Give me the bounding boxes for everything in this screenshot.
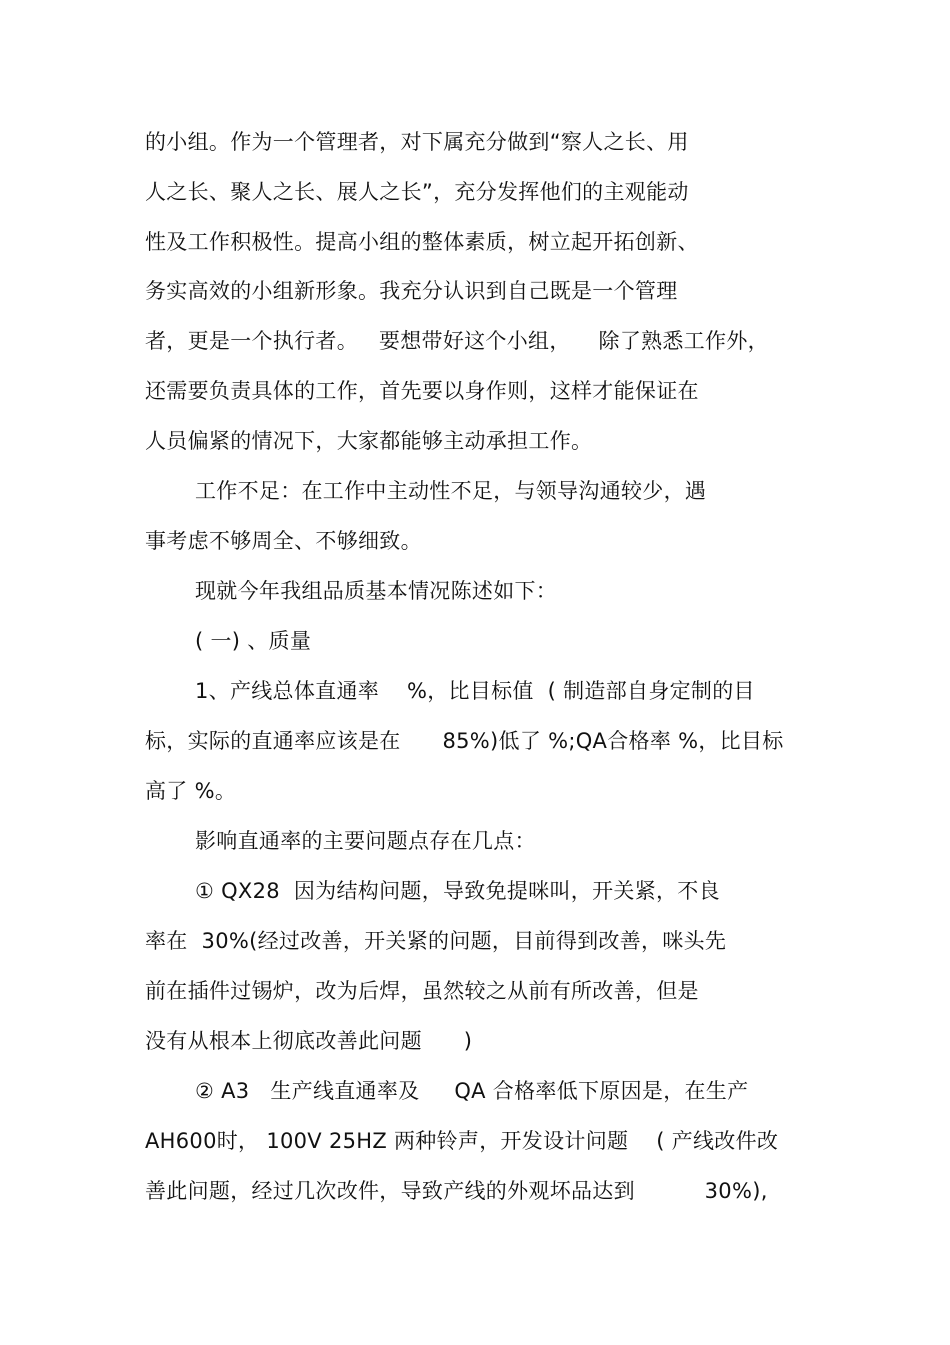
text-line: 善此问题，经过几次改件，导致产线的外观坏品达到 30%), xyxy=(145,1179,768,1203)
paragraph-first-line: 1、产线总体直通率 %，比目标值 ( 制造部自身定制的目 xyxy=(195,679,755,703)
text-line: 还需要负责具体的工作，首先要以身作则，这样才能保证在 xyxy=(145,379,699,403)
paragraph-first-line: 现就今年我组品质基本情况陈述如下： xyxy=(195,579,558,603)
text-line: 前在插件过锡炉，改为后焊，虽然较之从前有所改善，但是 xyxy=(145,979,699,1003)
text-line: 性及工作积极性。提高小组的整体素质，树立起开拓创新、 xyxy=(145,230,699,254)
text-line: 标，实际的直通率应该是在 85%)低了 %;QA合格率 %，比目标 xyxy=(145,729,784,753)
paragraph-first-line: 影响直通率的主要问题点存在几点： xyxy=(195,829,536,853)
text-line: 率在 30%(经过改善，开关紧的问题，目前得到改善，咪头先 xyxy=(145,929,727,953)
text-line: 务实高效的小组新形象。我充分认识到自己既是一个管理 xyxy=(145,279,678,303)
section-heading: ( 一) 、质量 xyxy=(195,629,312,653)
text-line: 高了 %。 xyxy=(145,779,237,803)
list-item-first-line: ① QX28 因为结构问题，导致免提咪叫，开关紧，不良 xyxy=(195,879,720,903)
list-item-first-line: ② A3 生产线直通率及 QA 合格率低下原因是，在生产 xyxy=(195,1079,749,1103)
text-line: AH600时， 100V 25HZ 两种铃声，开发设计问题 ( 产线改件改 xyxy=(145,1129,779,1153)
text-line: 的小组。作为一个管理者，对下属充分做到“察人之长、用 xyxy=(145,130,689,154)
text-line: 者，更是一个执行者。 要想带好这个小组， 除了熟悉工作外， xyxy=(145,329,769,353)
text-line: 没有从根本上彻底改善此问题 ) xyxy=(145,1029,473,1053)
text-line: 人员偏紧的情况下，大家都能够主动承担工作。 xyxy=(145,429,593,453)
paragraph-first-line: 工作不足：在工作中主动性不足，与领导沟通较少，遇 xyxy=(195,479,707,503)
text-line: 事考虑不够周全、不够细致。 xyxy=(145,529,422,553)
text-line: 人之长、聚人之长、展人之长”，充分发挥他们的主观能动 xyxy=(145,180,689,204)
